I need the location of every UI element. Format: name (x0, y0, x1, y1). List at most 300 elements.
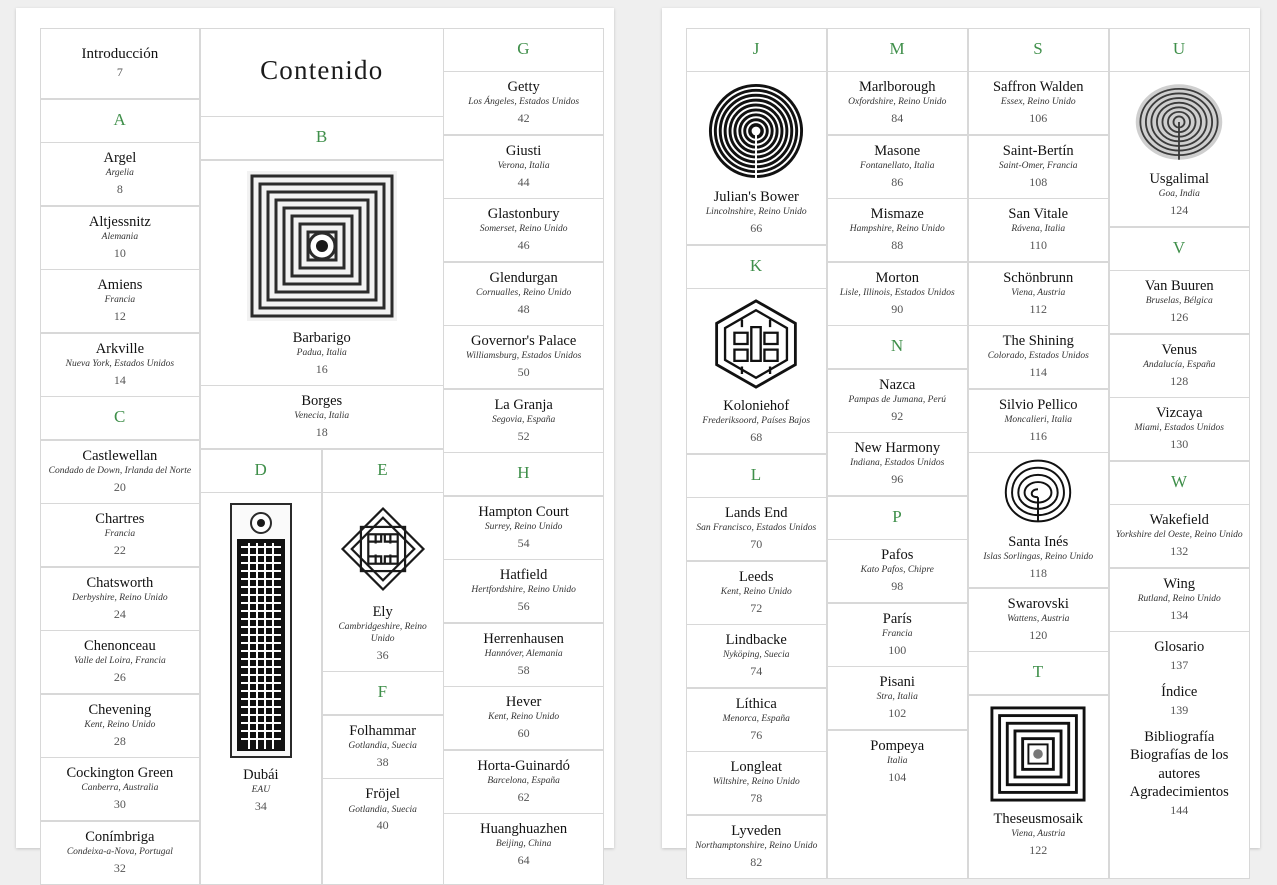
column-e-f (322, 449, 444, 885)
entry-page: 84 (891, 111, 904, 125)
entry-place: Lincolnshire, Reino Unido (705, 207, 807, 218)
entry-place: Hannóver, Alemania (484, 648, 563, 659)
entry-place: Indiana, Estados Unidos (850, 458, 945, 469)
entry-page: 10 (113, 245, 126, 260)
section-letter-b: B (200, 116, 444, 160)
entry-page: 78 (750, 791, 763, 805)
entry-place: Northamptonshire, Reino Unido (695, 840, 818, 851)
tall-rectangular-maze-engraving-icon (230, 503, 292, 758)
entry-page: 20 (113, 479, 126, 494)
entry-name: Huanghuazhen (480, 821, 568, 837)
entry-name: Koloniehof (723, 398, 790, 414)
section-letter-c: C (40, 396, 201, 440)
entry-place: Francia (104, 295, 136, 306)
entry-name: Biografías de los autores (1130, 747, 1229, 782)
entry-name: Governor's Palace (470, 333, 577, 349)
entry-page: 124 (1170, 203, 1189, 217)
entry-hampton-court[interactable] (443, 496, 604, 560)
entry-pisani[interactable] (827, 666, 969, 730)
entry-place: Viena, Austria (1011, 287, 1066, 298)
entry-name: Chenonceau (84, 638, 156, 655)
entry-place: Miami, Estados Unidos (1134, 423, 1224, 434)
entry-page: 52 (517, 428, 530, 443)
entry-place: Essex, Reino Unido (1000, 97, 1076, 108)
entry-name: Vizcaya (1155, 405, 1203, 421)
entry-page: 98 (891, 579, 904, 593)
entry-name: The Shining (1002, 333, 1074, 349)
entry-page: 130 (1170, 437, 1189, 451)
entry-page: 137 (1170, 658, 1189, 673)
entry-name: Wakefield (1149, 512, 1209, 528)
entry-place: Padua, Italia (296, 347, 347, 358)
entry-dubai[interactable] (200, 492, 322, 885)
entry-page: 144 (1170, 802, 1189, 817)
entry-place: Andalucía, España (1143, 359, 1216, 370)
entry-folhammar[interactable] (322, 715, 444, 779)
right-page (662, 8, 1260, 869)
entry-name: Bibliografía (1144, 729, 1215, 746)
section-letter-a: A (40, 99, 201, 143)
entry-place: Italia (886, 755, 908, 766)
entry-place: Gotlandia, Suecia (348, 804, 417, 815)
entry-page: 118 (1029, 566, 1048, 580)
entry-name: Hever (505, 694, 542, 710)
hexagonal-maze-icon (713, 299, 799, 389)
entry-page: 64 (517, 853, 530, 867)
entry-page: 86 (891, 174, 904, 189)
entry-wing[interactable] (1109, 568, 1251, 632)
entry-page: 30 (113, 797, 126, 812)
entry-name: Cockington Green (66, 765, 174, 782)
entry-name: Leeds (738, 568, 774, 585)
entry-mismaze[interactable] (827, 198, 969, 262)
entry-place: Goa, India (1158, 189, 1200, 200)
column-5 (827, 28, 968, 879)
entry-page: 44 (517, 174, 530, 189)
entry-name: San Vitale (1008, 206, 1069, 222)
entry-saint-bertin[interactable] (968, 135, 1110, 199)
entry-name: Agradecimientos (1129, 783, 1229, 800)
entry-page: 72 (750, 600, 763, 615)
entry-name: La Granja (494, 396, 553, 413)
section-letter-t: T (968, 651, 1110, 695)
entry-place: Rutland, Reino Unido (1137, 593, 1221, 604)
entry-chatsworth[interactable] (40, 567, 201, 631)
entry-glendurgan[interactable] (443, 262, 604, 326)
entry-name: Mismaze (870, 206, 924, 222)
section-letter-v: V (1109, 227, 1251, 271)
section-letter-s: S (968, 28, 1110, 72)
section-letter-w: W (1109, 461, 1251, 505)
entry-name: Chatsworth (86, 574, 154, 591)
entry-name: Folhammar (349, 722, 417, 739)
entry-page: 24 (113, 606, 126, 621)
interlaced-knot-labyrinth-icon (337, 503, 429, 595)
entry-name: Arkville (95, 340, 145, 357)
entry-ely[interactable] (322, 492, 444, 672)
entry-hever[interactable] (443, 686, 604, 750)
entry-place: Francia (104, 529, 136, 540)
entry-name: Morton (875, 269, 919, 286)
entry-page: 96 (891, 472, 904, 486)
entry-van-buuren[interactable] (1109, 270, 1251, 334)
section-letter-h: H (443, 452, 604, 496)
entry-name: Líthica (735, 695, 777, 712)
entry-amiens[interactable] (40, 269, 201, 333)
entry-place: Canberra, Australia (81, 783, 159, 794)
entry-altjessnitz[interactable] (40, 206, 201, 270)
entry-place: Menorca, España (722, 713, 790, 724)
entry-page: 40 (376, 818, 389, 833)
entry-borges[interactable] (200, 385, 444, 449)
entry-name: Hatfield (499, 567, 548, 583)
entry-page: 70 (750, 537, 763, 551)
backmatter-block (1109, 631, 1251, 879)
entry-name: Saffron Walden (992, 79, 1084, 95)
entry-name: Lands End (725, 505, 788, 521)
entry-page: 92 (891, 408, 904, 423)
entry-name: Saint-Bertín (1002, 142, 1074, 159)
entry-place: San Francisco, Estados Unidos (696, 523, 817, 534)
backmatter-indice[interactable] (1114, 683, 1246, 718)
classical-spiral-labyrinth-icon (1002, 457, 1074, 525)
section-letter-m: M (827, 28, 969, 72)
roman-mosaic-labyrinth-icon (990, 706, 1086, 802)
entry-name: Hampton Court (478, 503, 569, 520)
entry-name: Wing (1163, 575, 1196, 592)
entry-page: 38 (376, 754, 389, 769)
entry-page: 26 (113, 670, 126, 685)
column-d (200, 449, 322, 885)
entry-page: 12 (113, 309, 126, 324)
entry-governors-palace[interactable] (443, 325, 604, 389)
entry-horta-guinardo[interactable] (443, 750, 604, 814)
section-letter-e: E (322, 449, 444, 493)
entry-name: Julian's Bower (713, 189, 799, 205)
entry-name: Venus (1161, 341, 1197, 358)
entry-name: Van Buuren (1144, 278, 1214, 294)
entry-pompeya[interactable] (827, 730, 969, 879)
entry-page: 32 (113, 860, 126, 875)
entry-page: 54 (517, 535, 530, 550)
entry-page: 82 (750, 854, 763, 869)
entry-page: 106 (1029, 111, 1048, 125)
entry-silvio-pellico[interactable] (968, 389, 1110, 453)
entry-name: Getty (507, 79, 540, 95)
backmatter-biografias[interactable] (1114, 746, 1246, 782)
entry-julians-bower[interactable] (686, 71, 828, 245)
entry-vizcaya[interactable] (1109, 397, 1251, 461)
entry-name: Glosario (1154, 639, 1205, 655)
section-letter-l: L (686, 454, 828, 498)
entry-arkville[interactable] (40, 333, 201, 397)
column-4 (686, 28, 827, 879)
square-labyrinth-engraving-icon (247, 171, 397, 321)
entry-place: Cornualles, Reino Unido (475, 287, 572, 298)
entry-name: Marlborough (858, 79, 936, 95)
entry-page: 68 (750, 430, 763, 444)
entry-place: Stra, Italia (876, 692, 918, 703)
entry-place: Cambridgeshire, Reino Unido (338, 622, 427, 644)
entry-name: Longleat (730, 759, 783, 775)
entry-page: 60 (517, 726, 530, 740)
entry-wakefield[interactable] (1109, 504, 1251, 568)
entry-name: New Harmony (854, 440, 941, 456)
entry-page: 50 (517, 365, 530, 379)
entry-place: Beijing, China (495, 839, 552, 850)
section-letter-j: J (686, 28, 828, 72)
entry-place: Wattens, Austria (1007, 613, 1070, 624)
entry-page: 122 (1029, 842, 1048, 857)
entry-place: Hampshire, Reino Unido (849, 224, 945, 235)
entry-huanghuazhen[interactable] (443, 813, 604, 885)
entry-place: EAU (251, 785, 271, 796)
section-letter-d: D (200, 449, 322, 493)
entry-saffron-walden[interactable] (968, 71, 1110, 135)
entry-place: Venecia, Italia (294, 411, 350, 422)
entry-argel[interactable] (40, 142, 201, 206)
entry-theseusmosaik[interactable] (968, 695, 1110, 879)
entry-page: 88 (891, 238, 904, 252)
entry-name: Schönbrunn (1003, 269, 1074, 286)
entry-place: Alemania (101, 231, 139, 242)
entry-morton[interactable] (827, 262, 969, 326)
entry-name: Altjessnitz (88, 213, 151, 230)
entry-page: 76 (750, 727, 763, 742)
entry-name: Usgalimal (1149, 171, 1210, 187)
entry-page: 22 (113, 543, 126, 558)
entry-name: Lyveden (731, 822, 782, 839)
entry-page: 62 (517, 789, 530, 804)
entry-name: Pafos (881, 547, 914, 563)
entry-name: Masone (874, 142, 921, 159)
entry-place: Francia (881, 628, 913, 639)
entry-barbarigo[interactable] (200, 160, 444, 386)
entry-name: Argel (103, 150, 137, 167)
entry-conimbriga[interactable] (40, 821, 201, 885)
entry-page: 126 (1170, 310, 1189, 324)
entry-name: Swarovski (1007, 595, 1069, 612)
entry-place: Condeixa-a-Nova, Portugal (66, 846, 173, 857)
entry-name: Nazca (879, 376, 916, 393)
left-page (16, 8, 614, 875)
entry-place: Nyköping, Suecia (723, 650, 790, 661)
entry-place: Bruselas, Bélgica (1145, 296, 1213, 307)
entry-la-granja[interactable] (443, 389, 604, 453)
entry-place: Surrey, Reino Unido (484, 521, 563, 532)
column-6 (968, 28, 1109, 879)
page-title: Contenido (200, 28, 444, 117)
entry-cockington-green[interactable] (40, 757, 201, 821)
entry-chenonceau[interactable] (40, 630, 201, 694)
section-letter-u: U (1109, 28, 1251, 72)
entry-page: 14 (113, 372, 126, 387)
section-letter-p: P (827, 496, 969, 540)
entry-page: 48 (517, 301, 530, 316)
entry-page: 34 (254, 799, 267, 813)
entry-page: 114 (1029, 365, 1048, 379)
entry-name: Ely (372, 604, 393, 620)
backmatter-bibliografia[interactable] (1114, 728, 1246, 746)
section-letter-f: F (322, 671, 444, 715)
entry-usgalimal[interactable] (1109, 71, 1251, 227)
entry-place: Hertfordshire, Reino Unido (471, 585, 576, 596)
entry-page: 58 (517, 662, 530, 677)
entry-name: Theseusmosaik (993, 810, 1083, 827)
entry-page: 100 (888, 642, 907, 657)
entry-giusti[interactable] (443, 135, 604, 199)
entry-lindbacke[interactable] (686, 624, 828, 688)
entry-new-harmony[interactable] (827, 432, 969, 496)
entry-page: 7 (116, 65, 123, 80)
section-letter-g: G (443, 28, 604, 72)
entry-name: Chartres (95, 511, 145, 528)
entry-hatfield[interactable] (443, 559, 604, 623)
entry-lands-end[interactable] (686, 497, 828, 561)
entry-lithica[interactable] (686, 688, 828, 752)
entry-place: Islas Sorlingas, Reino Unido (983, 552, 1094, 563)
entry-place: Derbyshire, Reino Unido (72, 592, 168, 603)
entry-leeds[interactable] (686, 561, 828, 625)
entry-place: Segovia, España (491, 414, 556, 425)
entry-page: 120 (1029, 627, 1048, 642)
entry-page: 74 (750, 664, 763, 678)
entry-place: Kent, Reino Unido (720, 586, 792, 597)
entry-castlewellan[interactable] (40, 440, 201, 504)
entry-name: Herrenhausen (483, 630, 564, 647)
entry-place: Condado de Down, Irlanda del Norte (48, 465, 192, 476)
entry-longleat[interactable] (686, 751, 828, 815)
entry-place: Nueva York, Estados Unidos (65, 358, 175, 369)
entry-name: Castlewellan (82, 447, 158, 464)
column-1 (40, 28, 200, 885)
entry-page: 116 (1029, 428, 1048, 443)
column-3 (444, 28, 604, 885)
entry-pafos[interactable] (827, 539, 969, 603)
entry-place: Yorkshire del Oeste, Reino Unido (1115, 530, 1243, 541)
entry-swarovski[interactable] (968, 588, 1110, 652)
entry-glastonbury[interactable] (443, 198, 604, 262)
entry-place: Gotlandia, Suecia (348, 741, 417, 751)
entry-page: 128 (1170, 373, 1189, 388)
entry-frojel[interactable] (322, 778, 444, 884)
entry-name: París (882, 610, 912, 627)
entry-place: Verona, Italia (497, 160, 550, 171)
entry-paris[interactable] (827, 603, 969, 667)
entry-place: Los Ángeles, Estados Unidos (468, 97, 580, 108)
backmatter-glosario[interactable] (1114, 638, 1246, 673)
entry-name: Glastonbury (487, 206, 560, 222)
section-letter-n: N (827, 325, 969, 369)
subgrid-d-e-f (200, 449, 444, 885)
entry-name: Silvio Pellico (998, 396, 1078, 413)
entry-page: 110 (1029, 238, 1048, 252)
column-2 (200, 28, 444, 885)
entry-page: 8 (116, 182, 123, 197)
rock-carving-labyrinth-icon (1133, 82, 1225, 162)
entry-name: Introducción (81, 45, 159, 62)
entry-page: 134 (1170, 607, 1189, 622)
entry-place: Kent, Reino Unido (488, 712, 560, 723)
entry-name: Pompeya (870, 737, 925, 754)
entry-page: 16 (315, 361, 328, 376)
entry-page: 102 (888, 706, 907, 720)
entry-masone[interactable] (827, 135, 969, 199)
entry-name: Barbarigo (292, 329, 351, 346)
entry-the-shining[interactable] (968, 325, 1110, 389)
entry-place: Kent, Reino Unido (84, 719, 156, 730)
entry-page: 112 (1029, 301, 1048, 316)
entry-place: Fontanellato, Italia (860, 160, 935, 171)
section-letter-k: K (686, 245, 828, 289)
entry-page: 46 (517, 238, 530, 252)
right-page-grid (686, 28, 1250, 869)
entry-koloniehof[interactable] (686, 288, 828, 454)
entry-schonbrunn[interactable] (968, 262, 1110, 326)
entry-chevening[interactable] (40, 694, 201, 758)
entry-page: 66 (750, 221, 763, 235)
entry-santa-ines[interactable] (968, 452, 1110, 588)
column-7 (1109, 28, 1250, 879)
entry-page: 36 (376, 647, 389, 662)
left-page-grid (40, 28, 604, 875)
entry-place: Barcelona, España (487, 775, 560, 786)
entry-place: Viena, Austria (1011, 828, 1066, 839)
entry-chartres[interactable] (40, 503, 201, 567)
entry-name: Dubái (243, 767, 279, 783)
entry-herrenhausen[interactable] (443, 623, 604, 687)
entry-name: Horta-Guinardó (477, 757, 570, 774)
entry-nazca[interactable] (827, 369, 969, 433)
entry-place: Saint-Omer, Francia (998, 160, 1078, 171)
entry-name: Amiens (97, 277, 143, 294)
entry-marlborough[interactable] (827, 71, 969, 135)
entry-venus[interactable] (1109, 334, 1251, 398)
entry-place: Kato Pafos, Chipre (860, 565, 934, 576)
entry-place: Frederiksoord, Países Bajos (702, 416, 811, 427)
entry-name: Giusti (505, 142, 542, 159)
entry-place: Wiltshire, Reino Unido (712, 777, 800, 788)
entry-page: 56 (517, 599, 530, 613)
entry-name: Santa Inés (1008, 534, 1069, 550)
entry-getty[interactable] (443, 71, 604, 135)
entry-name: Fröjel (365, 786, 400, 803)
entry-name: Índice (1161, 684, 1198, 701)
entry-place: Colorado, Estados Unidos (987, 351, 1089, 362)
entry-place: Lisle, Illinois, Estados Unidos (839, 287, 955, 298)
entry-page: 108 (1029, 174, 1048, 189)
entry-page: 18 (315, 425, 328, 439)
circular-turf-labyrinth-icon (707, 82, 805, 180)
entry-name: Chevening (88, 701, 152, 718)
entry-lyveden[interactable] (686, 815, 828, 879)
entry-place: Oxfordshire, Reino Unido (848, 97, 947, 108)
entry-name: Conímbriga (85, 828, 155, 845)
entry-san-vitale[interactable] (968, 198, 1110, 262)
entry-name: Borges (301, 393, 343, 409)
entry-place: Somerset, Reino Unido (479, 224, 568, 235)
entry-place: Moncalieri, Italia (1004, 414, 1073, 425)
entry-introduccion[interactable] (40, 28, 201, 100)
entry-place: Argelia (105, 168, 134, 179)
backmatter-agradecimientos[interactable] (1114, 783, 1246, 818)
entry-place: Pampas de Jumana, Perú (848, 394, 947, 405)
entry-place: Rávena, Italia (1011, 224, 1066, 235)
entry-page: 139 (1170, 703, 1189, 718)
entry-page: 28 (113, 733, 126, 748)
entry-place: Williamsburg, Estados Unidos (465, 351, 582, 362)
entry-place: Valle del Loira, Francia (73, 656, 166, 667)
